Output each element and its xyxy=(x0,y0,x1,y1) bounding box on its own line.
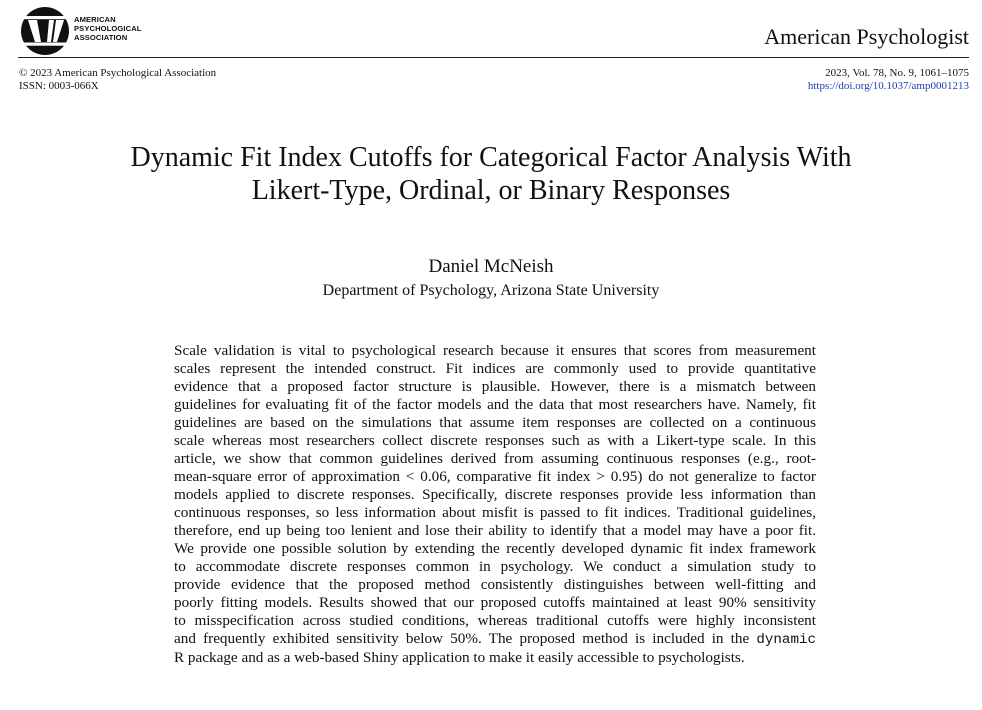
publisher-name: AMERICAN PSYCHOLOGICAL ASSOCIATION xyxy=(74,15,142,42)
abstract-line: guidelines are based on the simulations that assume item responses are collected on a continuous xyxy=(174,414,816,431)
abstract-line: guidelines for evaluating fit of the factor models and the data that most researchers have. Namely, fit xyxy=(174,396,816,413)
header-rule xyxy=(18,57,969,58)
abstract-line: mean-square error of approximation < 0.06, comparative fit index > 0.95) do not generalize to factor xyxy=(174,468,816,485)
abstract-line: scales represent the intended construct. Fit indices are commonly used to provide quantitative xyxy=(174,360,816,377)
citation-block xyxy=(808,67,969,92)
abstract-line: to accommodate discrete responses common in psychology. We conduct a simulation study to xyxy=(174,558,816,575)
article-title: Dynamic Fit Index Cutoffs for Categorical Factor Analysis With Likert-Type, Ordinal, or Binary Responses xyxy=(130,142,852,206)
abstract-line: models applied to discrete responses. Specifically, discrete responses provide less information than xyxy=(174,486,816,503)
copyright-text: © 2023 American Psychological Association xyxy=(19,67,217,79)
abstract-line: therefore, end up being too lenient and lose their ability to identify that a model may have a poor fit. xyxy=(174,522,816,539)
abstract-line: continuous responses, so less information about misfit is passed to fit indices. Traditional guidelines, xyxy=(174,504,816,521)
doi-link[interactable]: https://doi.org/10.1037/amp0001213 xyxy=(807,79,969,92)
abstract-line: We provide one possible solution by extending the recently developed dynamic fit index framework xyxy=(174,540,816,557)
author-affiliation: Department of Psychology, Arizona State University xyxy=(322,282,660,299)
abstract-line: evidence that a proposed factor structure is plausible. However, there is a mismatch between xyxy=(174,378,816,395)
journal-title: American Psychologist xyxy=(764,24,969,49)
abstract-line: provide evidence that the proposed method consistently distinguishes between well-fitting and xyxy=(174,576,816,593)
abstract-line: to misspecification across studied conditions, whereas traditional cutoffs were highly inconsistent xyxy=(174,612,816,629)
package-name-code: dynamic xyxy=(756,632,816,648)
author-name: Daniel McNeish xyxy=(428,256,554,277)
abstract xyxy=(174,342,816,667)
copyright-block xyxy=(19,67,216,92)
abstract-line: and frequently exhibited sensitivity below 50%. The proposed method is included in the dynamic xyxy=(174,630,816,648)
abstract-line: R package and as a web-based Shiny application to make it easily accessible to psychologists. xyxy=(174,649,745,666)
abstract-line: article, we show that common guidelines derived from assuming continuous responses (e.g., root- xyxy=(174,450,816,467)
abstract-line: scale whereas most researchers collect discrete responses such as with a Likert-type scale. In this xyxy=(174,432,816,449)
abstract-line: poorly fitting models. Results showed that our proposed cutoffs maintained at least 90% sensitivity xyxy=(174,594,816,611)
issn-text: ISSN: 0003-066X xyxy=(19,79,99,92)
citation-text: 2023, Vol. 78, No. 9, 1061–1075 xyxy=(825,67,969,79)
abstract-line: Scale validation is vital to psychological research because it ensures that scores from measurement xyxy=(174,342,816,359)
apa-logo-icon xyxy=(20,6,70,56)
